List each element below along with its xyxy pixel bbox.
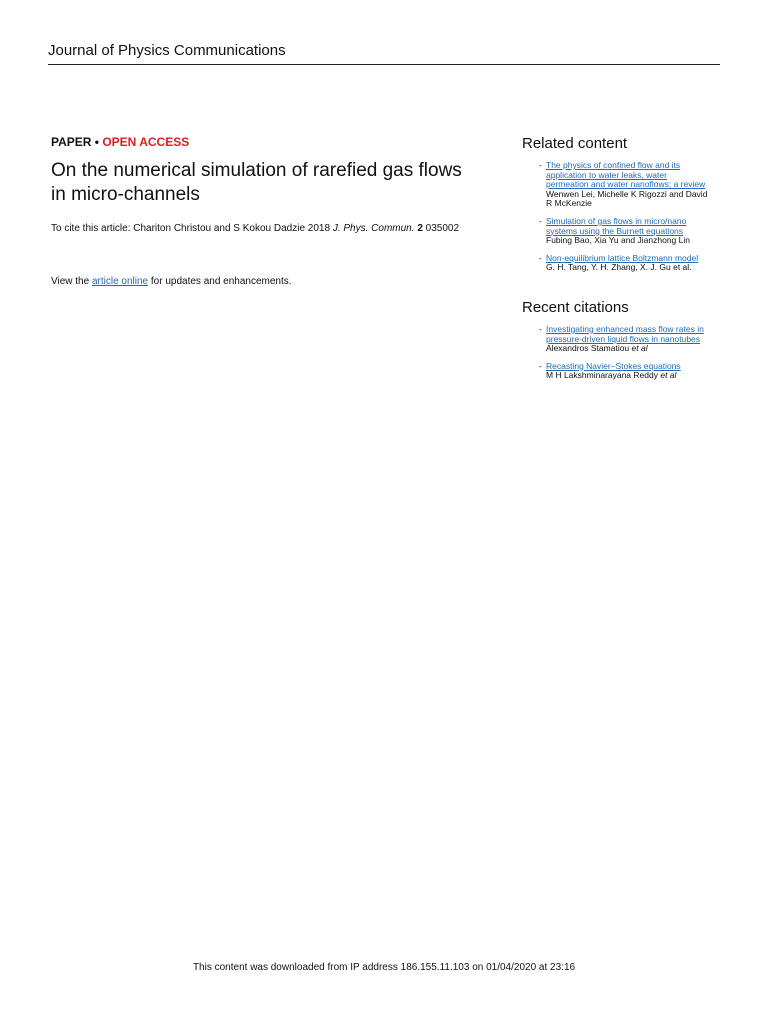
related-content-title: Related content (522, 135, 628, 152)
article-type-label (51, 135, 501, 149)
article-title (51, 159, 501, 207)
link-line: application to water leaks, water (546, 169, 667, 180)
related-item-authors: G. H. Tang, Y. H. Zhang, X. J. Gu et al. (546, 262, 692, 273)
related-item-authors: Fubing Bao, Xia Yu and Jianzhong Lin (546, 235, 690, 246)
citation-item-authors (546, 371, 722, 381)
related-item-link[interactable] (546, 161, 722, 190)
link-line: The physics of confined flow and its (546, 160, 681, 170)
author-name: M H Lakshminarayana Reddy (546, 370, 658, 381)
et-al: et al (660, 370, 677, 381)
related-item (522, 254, 722, 273)
article-info (51, 135, 501, 287)
article-title-line-1: On the numerical simulation of rarefied gas flows (51, 160, 462, 181)
list-dash: - (539, 215, 542, 226)
view-prefix: View the (51, 276, 92, 287)
link-line: Non-equilibrium lattice Boltzmann model (546, 252, 699, 263)
citation-line (51, 223, 501, 234)
citation-item (522, 362, 722, 381)
list-dash: - (539, 160, 542, 170)
journal-header (48, 42, 720, 65)
author-line: Wenwen Lei, Michelle K Rigozzi and David (546, 188, 708, 199)
cite-volume: 2 (417, 223, 423, 234)
download-footer: This content was downloaded from IP address 186.155.11.103 on 01/04/2020 at 23:16 (192, 962, 576, 973)
cite-number: 035002 (422, 223, 460, 234)
citation-item-link[interactable] (546, 325, 722, 344)
article-title-line-2: in micro-channels (51, 184, 200, 205)
view-online-line (51, 276, 501, 287)
view-suffix: for updates and enhancements. (148, 276, 292, 287)
link-line: pressure-driven liquid flows in nanotubes (546, 333, 701, 344)
list-dash: - (539, 323, 542, 334)
sidebar (522, 135, 722, 389)
related-item-authors (546, 190, 722, 209)
journal-title: Journal of Physics Communications (48, 42, 286, 59)
et-al: et al (631, 343, 648, 354)
link-line: systems using the Burnett equations (546, 225, 684, 236)
related-item (522, 161, 722, 209)
label-separator: • (91, 135, 103, 149)
article-online-link[interactable]: article online (91, 276, 149, 287)
list-dash: - (539, 360, 542, 371)
related-item-link[interactable] (546, 217, 722, 236)
link-line: Recasting Navier–Stokes equations (546, 360, 681, 371)
open-access-label: OPEN ACCESS (102, 135, 190, 149)
citation-item (522, 325, 722, 354)
list-dash: - (539, 252, 542, 263)
link-line: Investigating enhanced mass flow rates in (546, 323, 704, 334)
citation-item-authors (546, 344, 722, 354)
related-item (522, 217, 722, 246)
author-name: Alexandros Stamatiou (546, 343, 630, 354)
paper-label: PAPER (51, 135, 92, 149)
link-line: permeation and water nanoflows: a review (546, 179, 706, 190)
link-line: Simulation of gas flows in micro/nano (546, 215, 687, 226)
cite-journal: J. Phys. Commun. (332, 223, 415, 234)
cite-prefix: To cite this article: Chariton Christou and S Kokou Dadzie 2018 (51, 223, 333, 234)
author-line: R McKenzie (546, 198, 592, 209)
recent-citations-title: Recent citations (522, 298, 629, 316)
